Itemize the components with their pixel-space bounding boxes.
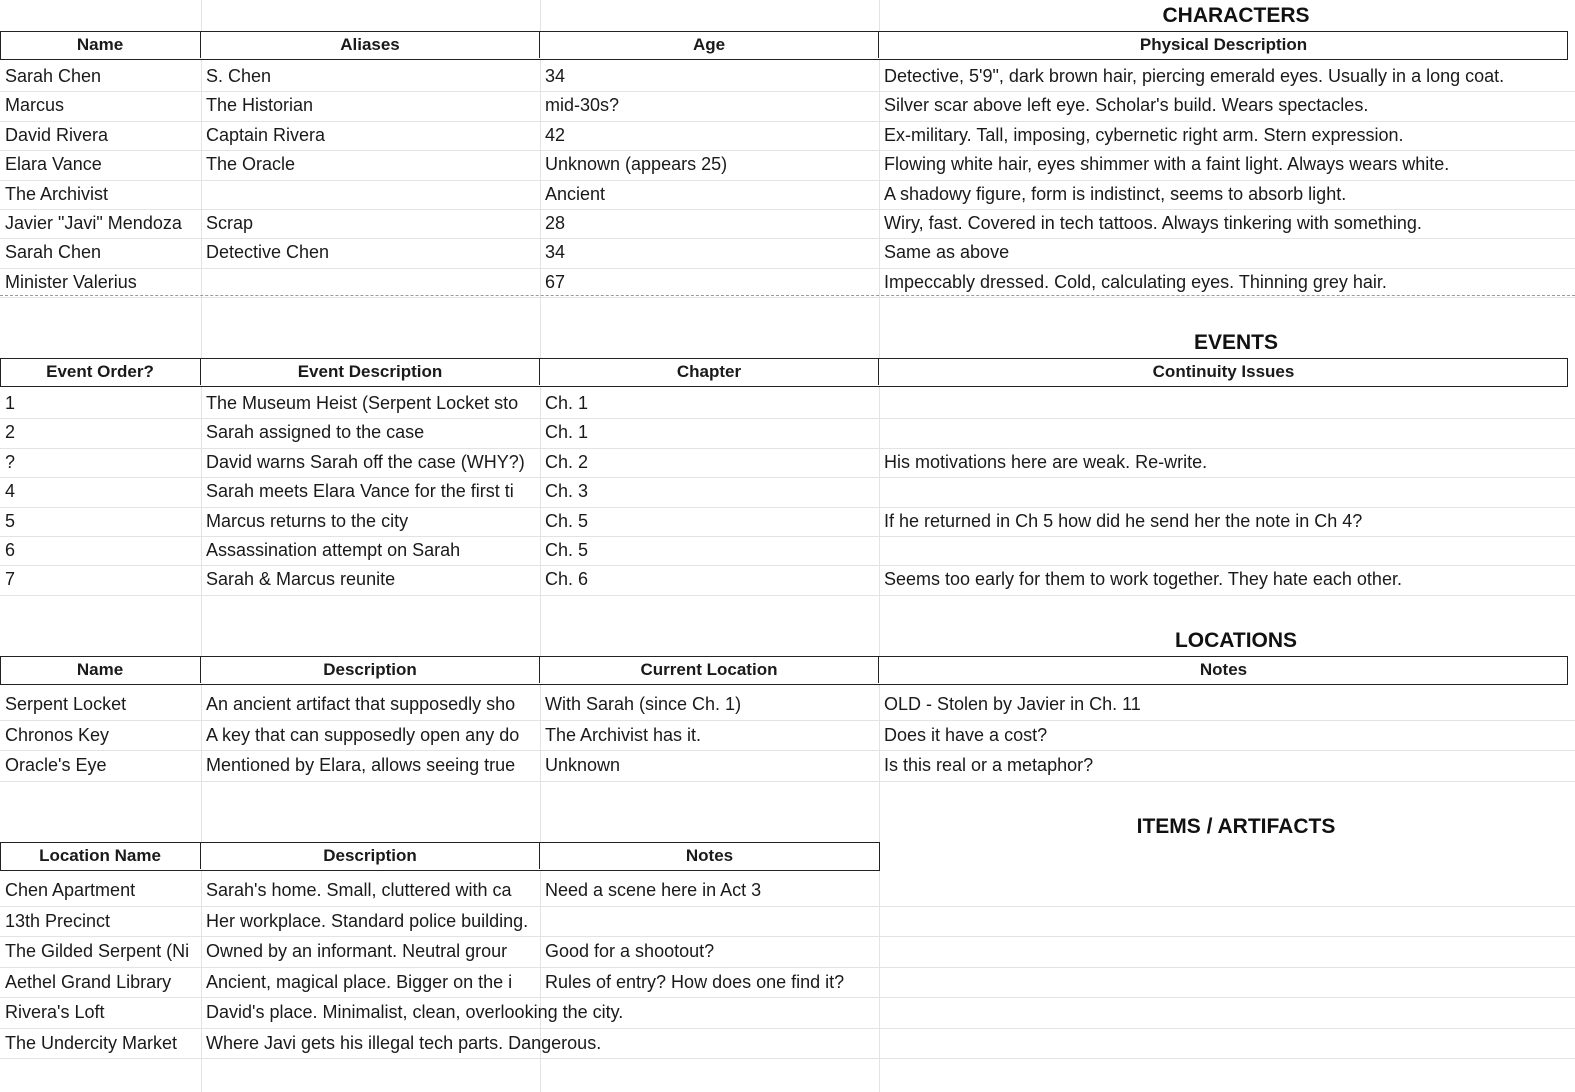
locations-cell[interactable]: Does it have a cost?: [884, 724, 1048, 745]
characters-table-row: [0, 209, 1575, 238]
characters-cell[interactable]: Sarah Chen: [5, 66, 102, 86]
items-cell[interactable]: The Gilded Serpent (Ni: [5, 941, 190, 961]
characters-cell[interactable]: Unknown (appears 25): [545, 154, 728, 175]
row-gridline: [0, 595, 1575, 596]
events-cell[interactable]: 5: [5, 510, 16, 531]
events-cell[interactable]: 4: [5, 481, 16, 502]
items-cell[interactable]: Owned by an informant. Neutral grour: [206, 941, 508, 961]
characters-cell[interactable]: 42: [545, 124, 566, 145]
locations-cell[interactable]: Is this real or a metaphor?: [884, 755, 1094, 775]
events-table-row: [0, 448, 1575, 477]
events-cell[interactable]: [879, 536, 1575, 565]
characters-header-row: [0, 31, 1568, 60]
items-cell[interactable]: Sarah's home. Small, cluttered with ca: [206, 880, 512, 900]
characters-column-header[interactable]: Aliases: [201, 32, 540, 58]
locations-cell[interactable]: Oracle's Eye: [5, 755, 107, 775]
locations-cell[interactable]: Unknown: [545, 755, 621, 775]
characters-cell[interactable]: Ancient: [545, 183, 606, 204]
characters-table-row: [0, 268, 1575, 297]
locations-column-header[interactable]: Name: [0, 657, 201, 683]
characters-cell[interactable]: The Historian: [206, 95, 314, 116]
events-cell[interactable]: [879, 477, 1575, 506]
locations-table-row: [0, 689, 1575, 720]
items-column-header[interactable]: Notes: [685, 846, 734, 865]
characters-cell[interactable]: Sarah Chen: [5, 242, 102, 263]
events-cell[interactable]: Ch. 2: [545, 451, 589, 472]
items-cell[interactable]: The Undercity Market: [5, 1032, 178, 1053]
locations-cell[interactable]: An ancient artifact that supposedly sho: [206, 694, 516, 714]
characters-column-header[interactable]: Physical Description: [1139, 35, 1308, 54]
characters-cell[interactable]: Detective Chen: [206, 242, 330, 263]
items-cell[interactable]: Good for a shootout?: [545, 941, 715, 961]
row-gridline: [0, 1058, 1575, 1059]
items-cell[interactable]: Chen Apartment: [5, 880, 136, 900]
events-cell[interactable]: Ch. 1: [545, 393, 589, 413]
items-table-row: [0, 906, 1575, 937]
events-cell[interactable]: [879, 389, 1575, 418]
items-table-row: [0, 1028, 1575, 1059]
characters-cell[interactable]: Detective, 5'9", dark brown hair, piercing emerald eyes. Usually in a long coat.: [884, 66, 1505, 86]
events-table-row: [0, 536, 1575, 565]
characters-cell[interactable]: Flowing white hair, eyes shimmer with a faint light. Always wears white.: [884, 154, 1450, 175]
characters-cell[interactable]: [201, 180, 540, 209]
characters-cell[interactable]: Ex-military. Tall, imposing, cybernetic right arm. Stern expression.: [884, 124, 1404, 145]
events-cell[interactable]: ?: [5, 451, 16, 472]
items-cell[interactable]: Need a scene here in Act 3: [545, 880, 762, 900]
characters-cell[interactable]: 28: [545, 213, 566, 233]
characters-cell[interactable]: mid-30s?: [545, 95, 620, 116]
items-cell[interactable]: [540, 906, 879, 937]
events-cell[interactable]: Marcus returns to the city: [206, 510, 409, 531]
items-cell[interactable]: Rivera's Loft: [5, 1002, 105, 1022]
events-column-header[interactable]: Continuity Issues: [1152, 362, 1295, 381]
events-table-row: [0, 389, 1575, 418]
locations-cell[interactable]: A key that can supposedly open any do: [206, 724, 520, 745]
row-gridline: [0, 781, 1575, 782]
page-break-line: [0, 295, 1575, 296]
characters-cell[interactable]: Wiry, fast. Covered in tech tattoos. Always tinkering with something.: [884, 213, 1422, 233]
items-cell[interactable]: [540, 1028, 879, 1059]
characters-cell[interactable]: Silver scar above left eye. Scholar's build. Wears spectacles.: [884, 95, 1369, 116]
events-cell[interactable]: Sarah meets Elara Vance for the first ti: [206, 481, 514, 502]
characters-cell[interactable]: 34: [545, 66, 566, 86]
events-cell[interactable]: Ch. 5: [545, 540, 589, 560]
items-cell[interactable]: David's place. Minimalist, clean, overlooking the city.: [206, 1002, 624, 1022]
events-cell[interactable]: Ch. 1: [545, 422, 589, 443]
items-cell[interactable]: Where Javi gets his illegal tech parts. Dangerous.: [206, 1032, 602, 1053]
characters-table-row: [0, 62, 1575, 91]
locations-cell[interactable]: Mentioned by Elara, allows seeing true: [206, 755, 516, 775]
locations-cell[interactable]: Serpent Locket: [5, 694, 127, 714]
items-cell[interactable]: Aethel Grand Library: [5, 971, 172, 992]
characters-column-header[interactable]: Name: [0, 32, 201, 58]
characters-table-row: [0, 180, 1575, 209]
items-column-header[interactable]: Description: [201, 843, 540, 869]
events-section-title: EVENTS: [1193, 331, 1279, 354]
events-cell[interactable]: Assassination attempt on Sarah: [206, 540, 461, 560]
events-cell[interactable]: Sarah assigned to the case: [206, 422, 425, 443]
items-table-row: [0, 967, 1575, 998]
events-cell[interactable]: The Museum Heist (Serpent Locket sto: [206, 393, 519, 413]
events-column-header[interactable]: Event Description: [201, 359, 540, 385]
locations-column-header[interactable]: Notes: [1199, 660, 1248, 679]
locations-column-header[interactable]: Current Location: [540, 657, 879, 683]
characters-cell[interactable]: S. Chen: [206, 66, 272, 86]
events-cell[interactable]: 7: [5, 569, 16, 590]
characters-table-row: [0, 238, 1575, 267]
row-gridline: [0, 297, 1575, 298]
characters-column-header[interactable]: Age: [540, 32, 879, 58]
events-cell[interactable]: Sarah & Marcus reunite: [206, 569, 396, 590]
events-column-header[interactable]: Chapter: [540, 359, 879, 385]
events-cell[interactable]: 1: [5, 393, 16, 413]
locations-cell[interactable]: Chronos Key: [5, 724, 110, 745]
events-cell[interactable]: [879, 418, 1575, 447]
items-column-header[interactable]: Location Name: [0, 843, 201, 869]
characters-cell[interactable]: Javier "Javi" Mendoza: [5, 213, 182, 233]
locations-column-header[interactable]: Description: [201, 657, 540, 683]
characters-table-row: [0, 121, 1575, 150]
locations-cell[interactable]: With Sarah (since Ch. 1): [545, 694, 742, 714]
events-column-header[interactable]: Event Order?: [0, 359, 201, 385]
characters-table-row: [0, 150, 1575, 179]
characters-section-title: CHARACTERS: [1162, 4, 1310, 27]
locations-header-row: [0, 656, 1568, 685]
characters-cell[interactable]: Minister Valerius: [5, 271, 137, 292]
characters-cell[interactable]: Elara Vance: [5, 154, 102, 175]
events-cell[interactable]: Ch. 6: [545, 569, 589, 590]
events-cell[interactable]: If he returned in Ch 5 how did he send her the note in Ch 4?: [884, 510, 1363, 531]
events-table-row: [0, 418, 1575, 447]
items-section-title: ITEMS / ARTIFACTS: [1136, 815, 1336, 838]
items-cell[interactable]: Her workplace. Standard police building.: [206, 910, 529, 931]
items-header-row: [0, 842, 880, 871]
items-cell[interactable]: Rules of entry? How does one find it?: [545, 971, 845, 992]
characters-cell[interactable]: Impeccably dressed. Cold, calculating eyes. Thinning grey hair.: [884, 271, 1387, 292]
characters-cell[interactable]: The Archivist: [5, 183, 109, 204]
characters-cell[interactable]: Same as above: [884, 242, 1010, 263]
characters-cell[interactable]: [201, 268, 540, 297]
locations-table-row: [0, 720, 1575, 751]
events-cell[interactable]: 6: [5, 540, 16, 560]
events-table-row: [0, 477, 1575, 506]
events-cell[interactable]: David warns Sarah off the case (WHY?): [206, 451, 525, 472]
events-cell[interactable]: 2: [5, 422, 16, 443]
locations-table-row: [0, 750, 1575, 781]
characters-cell[interactable]: Marcus: [5, 95, 65, 116]
characters-table-row: [0, 91, 1575, 120]
characters-cell[interactable]: 34: [545, 242, 566, 263]
characters-cell[interactable]: David Rivera: [5, 124, 109, 145]
events-cell[interactable]: Ch. 3: [545, 481, 589, 502]
events-cell[interactable]: Ch. 5: [545, 510, 589, 531]
events-table-row: [0, 565, 1575, 594]
events-header-row: [0, 358, 1568, 387]
characters-cell[interactable]: Scrap: [206, 213, 254, 233]
characters-cell[interactable]: The Oracle: [206, 154, 296, 175]
items-cell[interactable]: [540, 997, 879, 1028]
events-cell[interactable]: His motivations here are weak. Re-write.: [884, 451, 1208, 472]
items-table-row: [0, 936, 1575, 967]
characters-cell[interactable]: A shadowy figure, form is indistinct, seems to absorb light.: [884, 183, 1347, 204]
events-cell[interactable]: Seems too early for them to work together. They hate each other.: [884, 569, 1402, 590]
items-table-row: [0, 875, 1575, 906]
locations-cell[interactable]: The Archivist has it.: [545, 724, 702, 745]
items-cell[interactable]: 13th Precinct: [5, 910, 111, 931]
events-table-row: [0, 507, 1575, 536]
locations-cell[interactable]: OLD - Stolen by Javier in Ch. 11: [884, 694, 1141, 714]
characters-cell[interactable]: Captain Rivera: [206, 124, 326, 145]
items-table-row: [0, 997, 1575, 1028]
items-cell[interactable]: Ancient, magical place. Bigger on the i: [206, 971, 513, 992]
characters-cell[interactable]: 67: [545, 271, 566, 292]
locations-section-title: LOCATIONS: [1174, 629, 1298, 652]
